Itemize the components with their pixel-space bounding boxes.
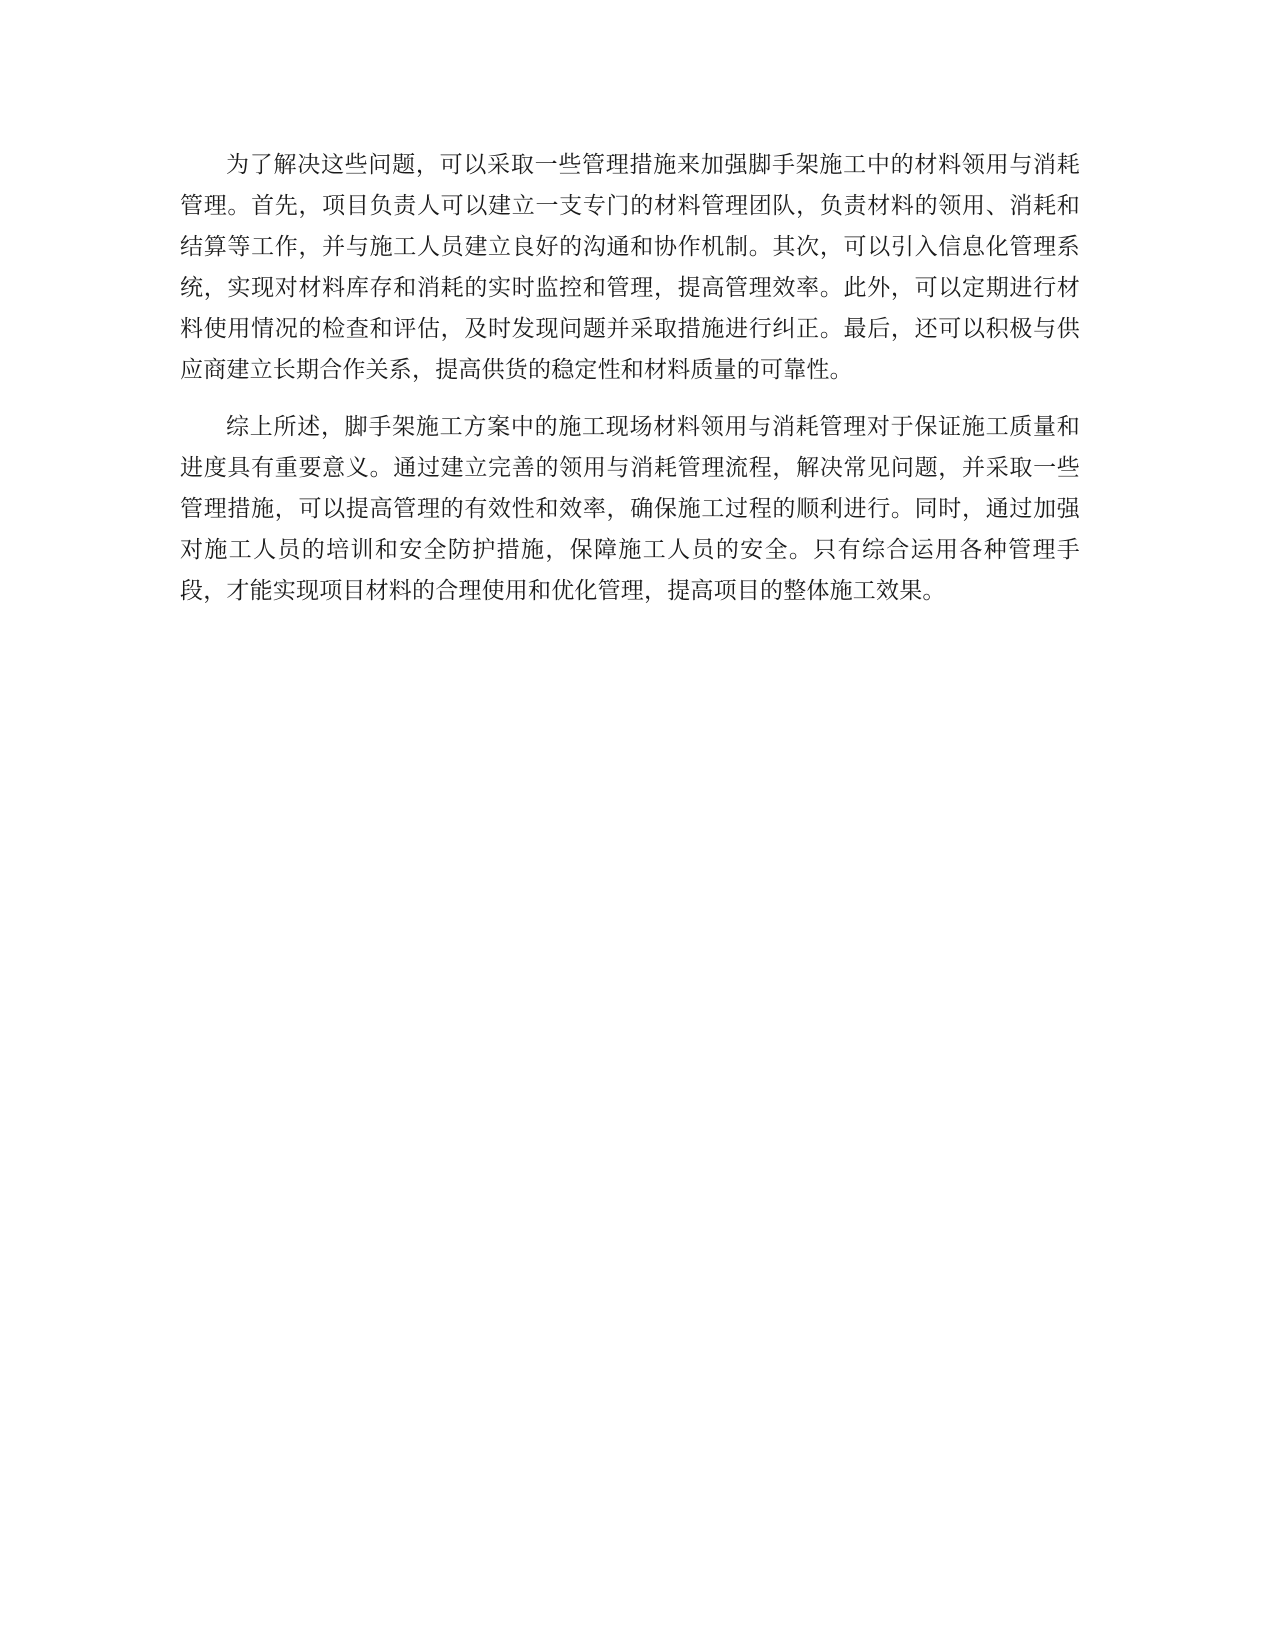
paragraph-conclusion: 综上所述，脚手架施工方案中的施工现场材料领用与消耗管理对于保证施工质量和进度具有重要意义。通过建立完善的领用与消耗管理流程，解决常见问题，并采取一些管理措施，可以提高管理的有效性和效率，确保施工过程的顺利进行。同时，通过加强对施工人员的培训和安全防护措施，保障施工人员的安全。只有综合运用各种管理手段，才能实现项目材料的合理使用和优化管理，提高项目的整体施工效果。	[180, 414, 1080, 604]
paragraph-management-measures: 为了解决这些问题，可以采取一些管理措施来加强脚手架施工中的材料领用与消耗管理。首先，项目负责人可以建立一支专门的材料管理团队，负责材料的领用、消耗和结算等工作，并与施工人员建立良好的沟通和协作机制。其次，可以引入信息化管理系统，实现对材料库存和消耗的实时监控和管理，提高管理效率。此外，可以定期进行材料使用情况的检查和评估，及时发现问题并采取措施进行纠正。最后，还可以积极与供应商建立长期合作关系，提高供货的稳定性和材料质量的可靠性。	[180, 152, 1080, 383]
document-body	[180, 145, 1080, 628]
